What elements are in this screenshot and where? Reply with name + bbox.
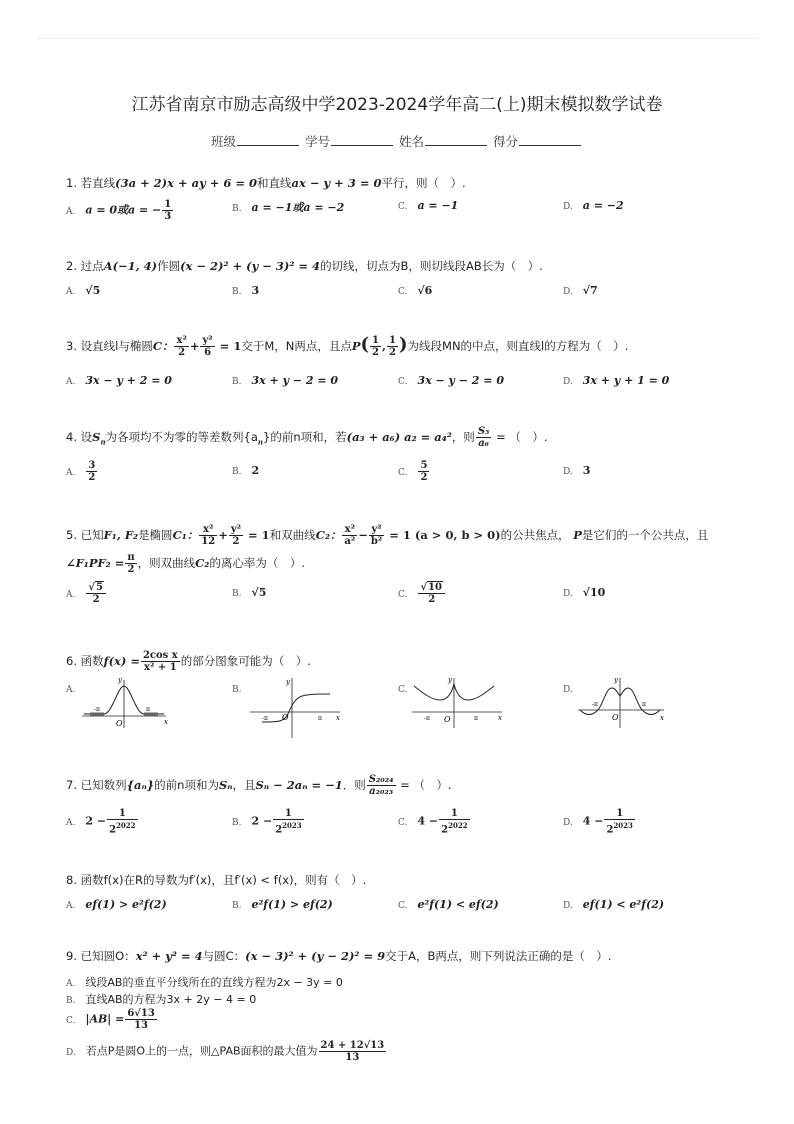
q5-text-post: 的公共焦点， [500,528,570,542]
q4-option-b[interactable] [232,464,259,477]
q7-b-text: 2 − [251,814,273,828]
frac-num: 5 [420,460,428,471]
q1-option-d[interactable] [563,199,624,212]
q2-d-text: √7 [582,284,598,297]
q5-foci: F₁, F₂ [103,528,139,542]
q9-option-c[interactable] [66,1008,158,1031]
axis-x-label: x [498,714,502,722]
q3-frac-y [200,335,214,358]
question-3-stem: 3. 设直线l与椭圆C： $\frac{\text{x²}}{2}$ + $\frac{\text{y²}}{6}$ = 1交于M，N两点，且点P( $\frac{1}{2}$ , $\frac{1}{2}$ )为线段MN的中点，则直线l的方程为（ ）. [66,334,629,358]
option-label: D. [66,1047,76,1058]
q3-option-c[interactable] [398,374,504,387]
option-label: C. [398,467,408,478]
question-2-stem [66,258,543,274]
neg-pi-label: -π [94,706,100,713]
q8-option-a[interactable] [66,898,167,911]
q4-a-frac [86,460,97,483]
option-label: A. [66,467,76,478]
frac-den: b² [370,536,383,547]
q7-text-pre: 7. 已知数列 [66,778,127,792]
option-label: D. [563,377,573,387]
name-blank[interactable] [425,133,487,146]
q1-a-text: a = 0或a = − [85,203,162,217]
q2-point: A(−1, 4) [103,259,158,273]
q1-option-b[interactable] [232,199,344,215]
q9-b-text: 直线AB的方程为3x + 2y − 4 = 0 [85,993,257,1006]
class-label: 班级 [210,134,236,149]
option-label: C. [398,685,408,695]
frac-exp: 2022 [448,821,468,830]
axis-x-label: x [164,718,168,726]
q4-d-text: 3 [582,464,591,477]
question-8-stem: 8. 函数f(x)在R的导数为f′(x)，且f′(x) < f(x)，则有（ ）. [66,873,367,887]
q5-b-text: √5 [251,586,267,599]
option-label: A. [66,589,76,600]
q7-d-text: 4 − [582,814,604,828]
q5-cond: = 1 (a > 0, b > 0) [385,528,501,542]
q2-b-text: 3 [251,284,260,297]
q1-text-post: 平行，则（ ）. [381,176,466,190]
q9-option-b[interactable] [66,991,256,1007]
q4-b-text: 2 [251,464,260,477]
q2-c-text: √6 [417,284,433,297]
question-6-stem [66,650,311,673]
q3-option-b[interactable] [232,374,338,387]
option-label: B. [66,996,76,1006]
option-label: D. [563,685,573,695]
question-9-stem [66,948,612,964]
q2-option-c[interactable] [398,284,432,297]
axis-x-label: x [660,714,664,722]
frac-den: 2 [88,472,96,483]
origin-label: O [612,713,619,722]
frac-num: 1 [604,808,634,820]
q7-option-a[interactable] [66,808,139,835]
q1-option-a[interactable] [66,199,174,222]
score-label: 得分 [492,134,518,149]
q2-text-post: 的切线，切点为B，则切线段AB长为（ ）. [320,259,543,273]
q5-option-b[interactable] [232,586,266,599]
frac-den: 13 [345,1052,360,1063]
q7-seq: {aₙ} [126,778,155,792]
neg-pi-label: -π [592,701,598,708]
frac-den: a₆ [478,438,490,449]
q5-c1: C₁： [172,528,199,542]
frac-num: 10 [428,582,442,593]
frac-exp: 2023 [613,821,633,830]
q7-text-end: = （ ）. [396,778,452,792]
frac-den: 2 [372,347,380,358]
q8-option-b[interactable] [232,898,333,911]
q9-text-pre: 9. 已知圆O： [66,949,136,963]
frac-den: 13 [134,1020,149,1031]
frac-den: 2 [389,347,396,358]
q1-d-text: a = −2 [582,199,624,212]
q5-frac-yb [369,524,384,547]
q9-a-text: 线段AB的垂直平分线所在的直线方程为2x − 3y = 0 [85,976,343,989]
q5-option-a[interactable] [66,582,107,605]
pi-label: π [642,701,646,708]
q4-text-post: 的前n项和，若 [270,430,347,444]
option-label: C. [398,589,408,600]
option-label: D. [563,901,573,911]
q7-a-text: 2 − [85,814,107,828]
q1-option-c[interactable] [398,199,458,212]
option-label: D. [563,202,573,212]
frac-den: 2 [420,472,428,483]
q6-graph-b [248,674,344,740]
q3-text-pre: 3. 设直线l与椭圆 [66,339,153,353]
q5-text-mid2: 和双曲线 [269,528,316,542]
option-label: C. [398,287,408,297]
q7-cond: Sₙ − 2aₙ = −1 [255,778,343,792]
q5-frac-y2 [229,524,243,547]
q6-text-pre: 6. 函数 [66,654,104,668]
student-info-line [0,132,794,150]
class-blank[interactable] [237,133,299,146]
origin-label: O [282,713,289,722]
frac-exp: 2023 [282,821,302,830]
frac-num: y² [230,524,242,535]
q2-option-b[interactable] [232,284,259,297]
frac-num: S₅ [477,426,490,437]
q5-frac-x12 [199,524,217,547]
axis-y-label: y [118,676,122,684]
q3-text-post: 为线段MN的中点，则直线l的方程为（ ）. [407,339,629,353]
question-4-stem: 4. 设$S_n$为各项均不为零的等差数列$\{a_n\}$的前n项和，若(a₃ + a₆) a₂ = a₄²，则 $\frac{\text{S₅}}{\text{a₆}}$ = （ ）. [66,426,548,449]
pi-label: π [318,715,322,722]
frac-num: 2cos x [142,650,178,661]
q7-a-frac: $\frac{1}{2^{2022}}$ [109,808,136,836]
frac-den: a₂₀₂₃ [369,786,394,797]
option-label: A. [66,979,76,989]
pi-label: π [146,706,150,713]
id-label: 学号 [304,134,330,149]
frac-den: a² [344,536,356,547]
q5-frac-xa [342,524,357,547]
q2-text-mid: 作圆 [157,259,181,273]
question-7-stem [66,774,452,797]
frac-num: 1 [107,808,137,820]
q2-circle-eq: (x − 2)² + (y − 3)² = 4 [180,259,321,273]
q3-option-a[interactable] [66,374,172,387]
q8-d-text: ef(1) < e²f(2) [582,898,665,911]
option-label: A. [66,817,76,828]
option-label: B. [232,467,242,477]
q5-a-frac: $\frac{√5}{2}$ [86,582,106,605]
option-label: C. [398,901,408,911]
q2-option-d[interactable] [563,284,598,297]
q3-ellipse-name: C： [152,339,174,353]
option-label: A. [66,901,76,911]
q5-text-mid: 是椭圆 [138,528,173,542]
q5-text-post2: 是它们的一个公共点，且 [581,528,709,542]
q8-option-d[interactable] [563,898,664,911]
option-label: A. [66,377,76,387]
frac-num: x² [199,524,217,536]
frac-den: 12 [201,536,216,547]
frac-num: 1 [372,335,380,346]
frac-den: 2 [428,594,436,605]
q5-option-c[interactable] [398,582,446,605]
q3-b-text: 3x + y − 2 = 0 [251,374,339,387]
q7-c-text: 4 − [417,814,439,828]
q4-option-d[interactable] [563,464,590,477]
option-label: B. [232,377,242,387]
frac-num: π [127,552,135,563]
q8-c-text: e²f(1) < ef(2) [417,898,499,911]
q7-frac [367,774,396,797]
q9-option-a[interactable] [66,974,343,990]
frac-num: 24 + 12√13 [320,1040,385,1051]
q3-option-d[interactable] [563,374,669,387]
q1-b-text: a = −1或a = −2 [251,201,345,214]
q3-frac-px [370,335,381,358]
q7-text-mid2: ，且 [232,778,256,792]
q5-c2: C₂： [315,528,342,542]
frac-den: 6 [204,347,212,358]
frac-den: 2 [92,594,100,605]
frac-num: S₂₀₂₄ [368,774,394,785]
q1-c-text: a = −1 [417,199,459,212]
q5-eq-one: = 1 [244,528,270,542]
q7-text-post: ．则 [342,778,366,792]
q6-frac [141,650,180,673]
q7-b-frac: $\frac{1}{2^{2023}}$ [275,808,302,836]
pi-label: π [474,715,478,722]
frac-den: x² + 1 [144,662,177,673]
q7-option-d[interactable] [563,808,636,835]
axis-y-label: y [614,676,618,684]
origin-label: O [444,715,451,724]
q9-d-frac [319,1040,387,1063]
option-label: D. [563,287,573,297]
q5-c-frac: $\frac{√10}{2}$ [418,582,445,605]
option-label: B. [232,287,242,297]
frac-num: 1 [273,808,303,820]
q9-c-frac [125,1008,156,1031]
q4-s: S [92,430,101,444]
option-label: A. [66,206,76,217]
q5-text-pre: 5. 已知 [66,528,104,542]
q1-a-frac [162,199,173,222]
axis-y-label: y [286,678,290,686]
option-label: C. [398,817,408,828]
origin-label: O [116,719,123,728]
option-label: D. [563,589,573,599]
option-label: C. [398,202,408,212]
q4-condition: (a₃ + a₆) a₂ = a₄² [346,430,452,444]
q1-line1-eq: (3a + 2)x + ay + 6 = 0 [115,176,258,190]
q2-a-text: √5 [85,284,101,297]
option-label: B. [232,817,242,828]
q9-text-post: 交于A，B两点，则下列说法正确的是（ ）. [385,949,612,963]
question-1-stem [66,175,466,191]
name-label: 姓名 [398,134,424,149]
frac-num: 3 [88,460,96,471]
score-blank[interactable] [519,133,581,146]
q3-a-text: 3x − y + 2 = 0 [85,374,172,387]
q3-text-mid: 交于M，N两点，且点 [241,339,352,353]
frac-den: 2 [232,536,240,547]
frac-num: x² [342,524,357,536]
q6-f: f(x) = [103,654,140,668]
frac-den: 2 [127,564,135,575]
q4-option-a[interactable] [66,460,98,483]
frac-num: y² [202,335,213,346]
q4-option-c[interactable] [398,460,430,483]
frac-num: 1 [439,808,469,820]
frac-den: 2 [178,347,186,358]
q4-c-frac [418,460,429,483]
q8-a-text: ef(1) > e²f(2) [85,898,167,911]
q9-option-d[interactable] [66,1040,387,1063]
neg-pi-label: -π [424,715,430,722]
q7-s: Sₙ [218,778,233,792]
option-label: D. [563,817,573,828]
q5-option-d[interactable] [563,586,605,599]
q7-option-c[interactable] [398,808,471,835]
q3-frac-py [387,335,398,358]
q2-option-a[interactable] [66,284,100,297]
top-divider [38,38,758,39]
option-label: B. [232,685,242,695]
q8-b-text: e²f(1) > ef(2) [251,898,333,911]
neg-pi-label: -π [262,715,268,722]
q4-text-tail: ，则 [451,430,475,444]
option-label: A. [66,685,76,695]
q1-text-mid: 和直线 [257,176,292,190]
question-5-stem-line1: 5. 已知F₁, F₂是椭圆C₁： $\frac{\text{x²}}{12}$ + $\frac{\text{y²}}{2}$ = 1和双曲线C₂： $\frac{\text{x²}}{\text{a²}}$ − $\frac{\text{y²}}{\text{b²}}$ = 1 (a > 0, b > 0)的公共焦点， P是它们的一个公共点，且 [66,524,709,547]
q1-text-pre: 1. 若直线 [66,176,116,190]
q1-line2-eq: ax − y + 3 = 0 [291,176,382,190]
q6-text-post: 的部分图象可能为（ ）. [180,654,311,668]
q5-line2-post: ，则双曲线 [137,556,196,570]
q5-frac-pi [125,552,136,575]
q3-eq-one: = 1 [215,339,242,353]
q5-c2name: C₂ [195,556,210,570]
question-5-stem-line2 [66,552,305,575]
q6-graph-c [410,674,506,730]
id-blank[interactable] [331,133,393,146]
q9-circle-o: x² + y² = 4 [135,949,203,963]
q3-point: P [351,339,361,353]
q6-graph-d [576,674,668,730]
frac-num: 1 [164,199,172,210]
q8-option-c[interactable] [398,898,499,911]
q7-c-frac: $\frac{1}{2^{2022}}$ [441,808,468,836]
option-label: A. [66,287,76,297]
q7-text-mid: 的前n项和为 [154,778,219,792]
frac-num: y² [369,524,384,536]
q5-point: P [573,528,582,542]
frac-num: 5 [95,582,103,593]
option-label: B. [232,589,242,599]
q7-option-b[interactable] [232,808,305,835]
q3-d-text: 3x + y + 1 = 0 [582,374,670,387]
frac-den: 3 [164,211,172,222]
q4-text-pre: 4. 设 [66,430,93,444]
option-label: C. [398,377,408,387]
frac-num: 1 [389,335,396,346]
q5-angle: ∠F₁PF₂ = [66,556,125,570]
q9-c-text: |AB| = [85,1012,125,1026]
option-label: D. [563,467,573,477]
axis-y-label: y [448,676,452,684]
q2-text-pre: 2. 过点 [66,259,104,273]
q4-frac [476,426,492,449]
q9-circle-c: (x − 3)² + (y − 2)² = 9 [245,949,386,963]
q3-frac-x [174,335,188,358]
q9-text-mid: 与圆C： [202,949,246,963]
q7-d-frac: $\frac{1}{2^{2023}}$ [606,808,633,836]
frac-num: 6√13 [127,1008,155,1019]
q5-line2-end: 的离心率为（ ）. [209,556,306,570]
frac-num: x² [176,335,187,346]
option-label: B. [232,204,242,214]
q6-graph-a [80,674,170,730]
q3-c-text: 3x − y − 2 = 0 [417,374,504,387]
q4-text-mid: 为各项均不为零的等差数列{a [105,430,258,444]
q5-d-text: √10 [582,586,606,599]
q9-d-text: 若点P是圆O上的一点，则△PAB面积的最大值为 [85,1044,318,1058]
option-label: B. [232,901,242,911]
axis-x-label: x [336,714,340,722]
page-title: 江苏省南京市励志高级中学2023-2024学年高二(上)期末模拟数学试卷 [131,95,663,115]
frac-exp: 2022 [116,821,136,830]
option-label: C. [66,1015,76,1026]
q4-text-end: = （ ）. [492,430,548,444]
